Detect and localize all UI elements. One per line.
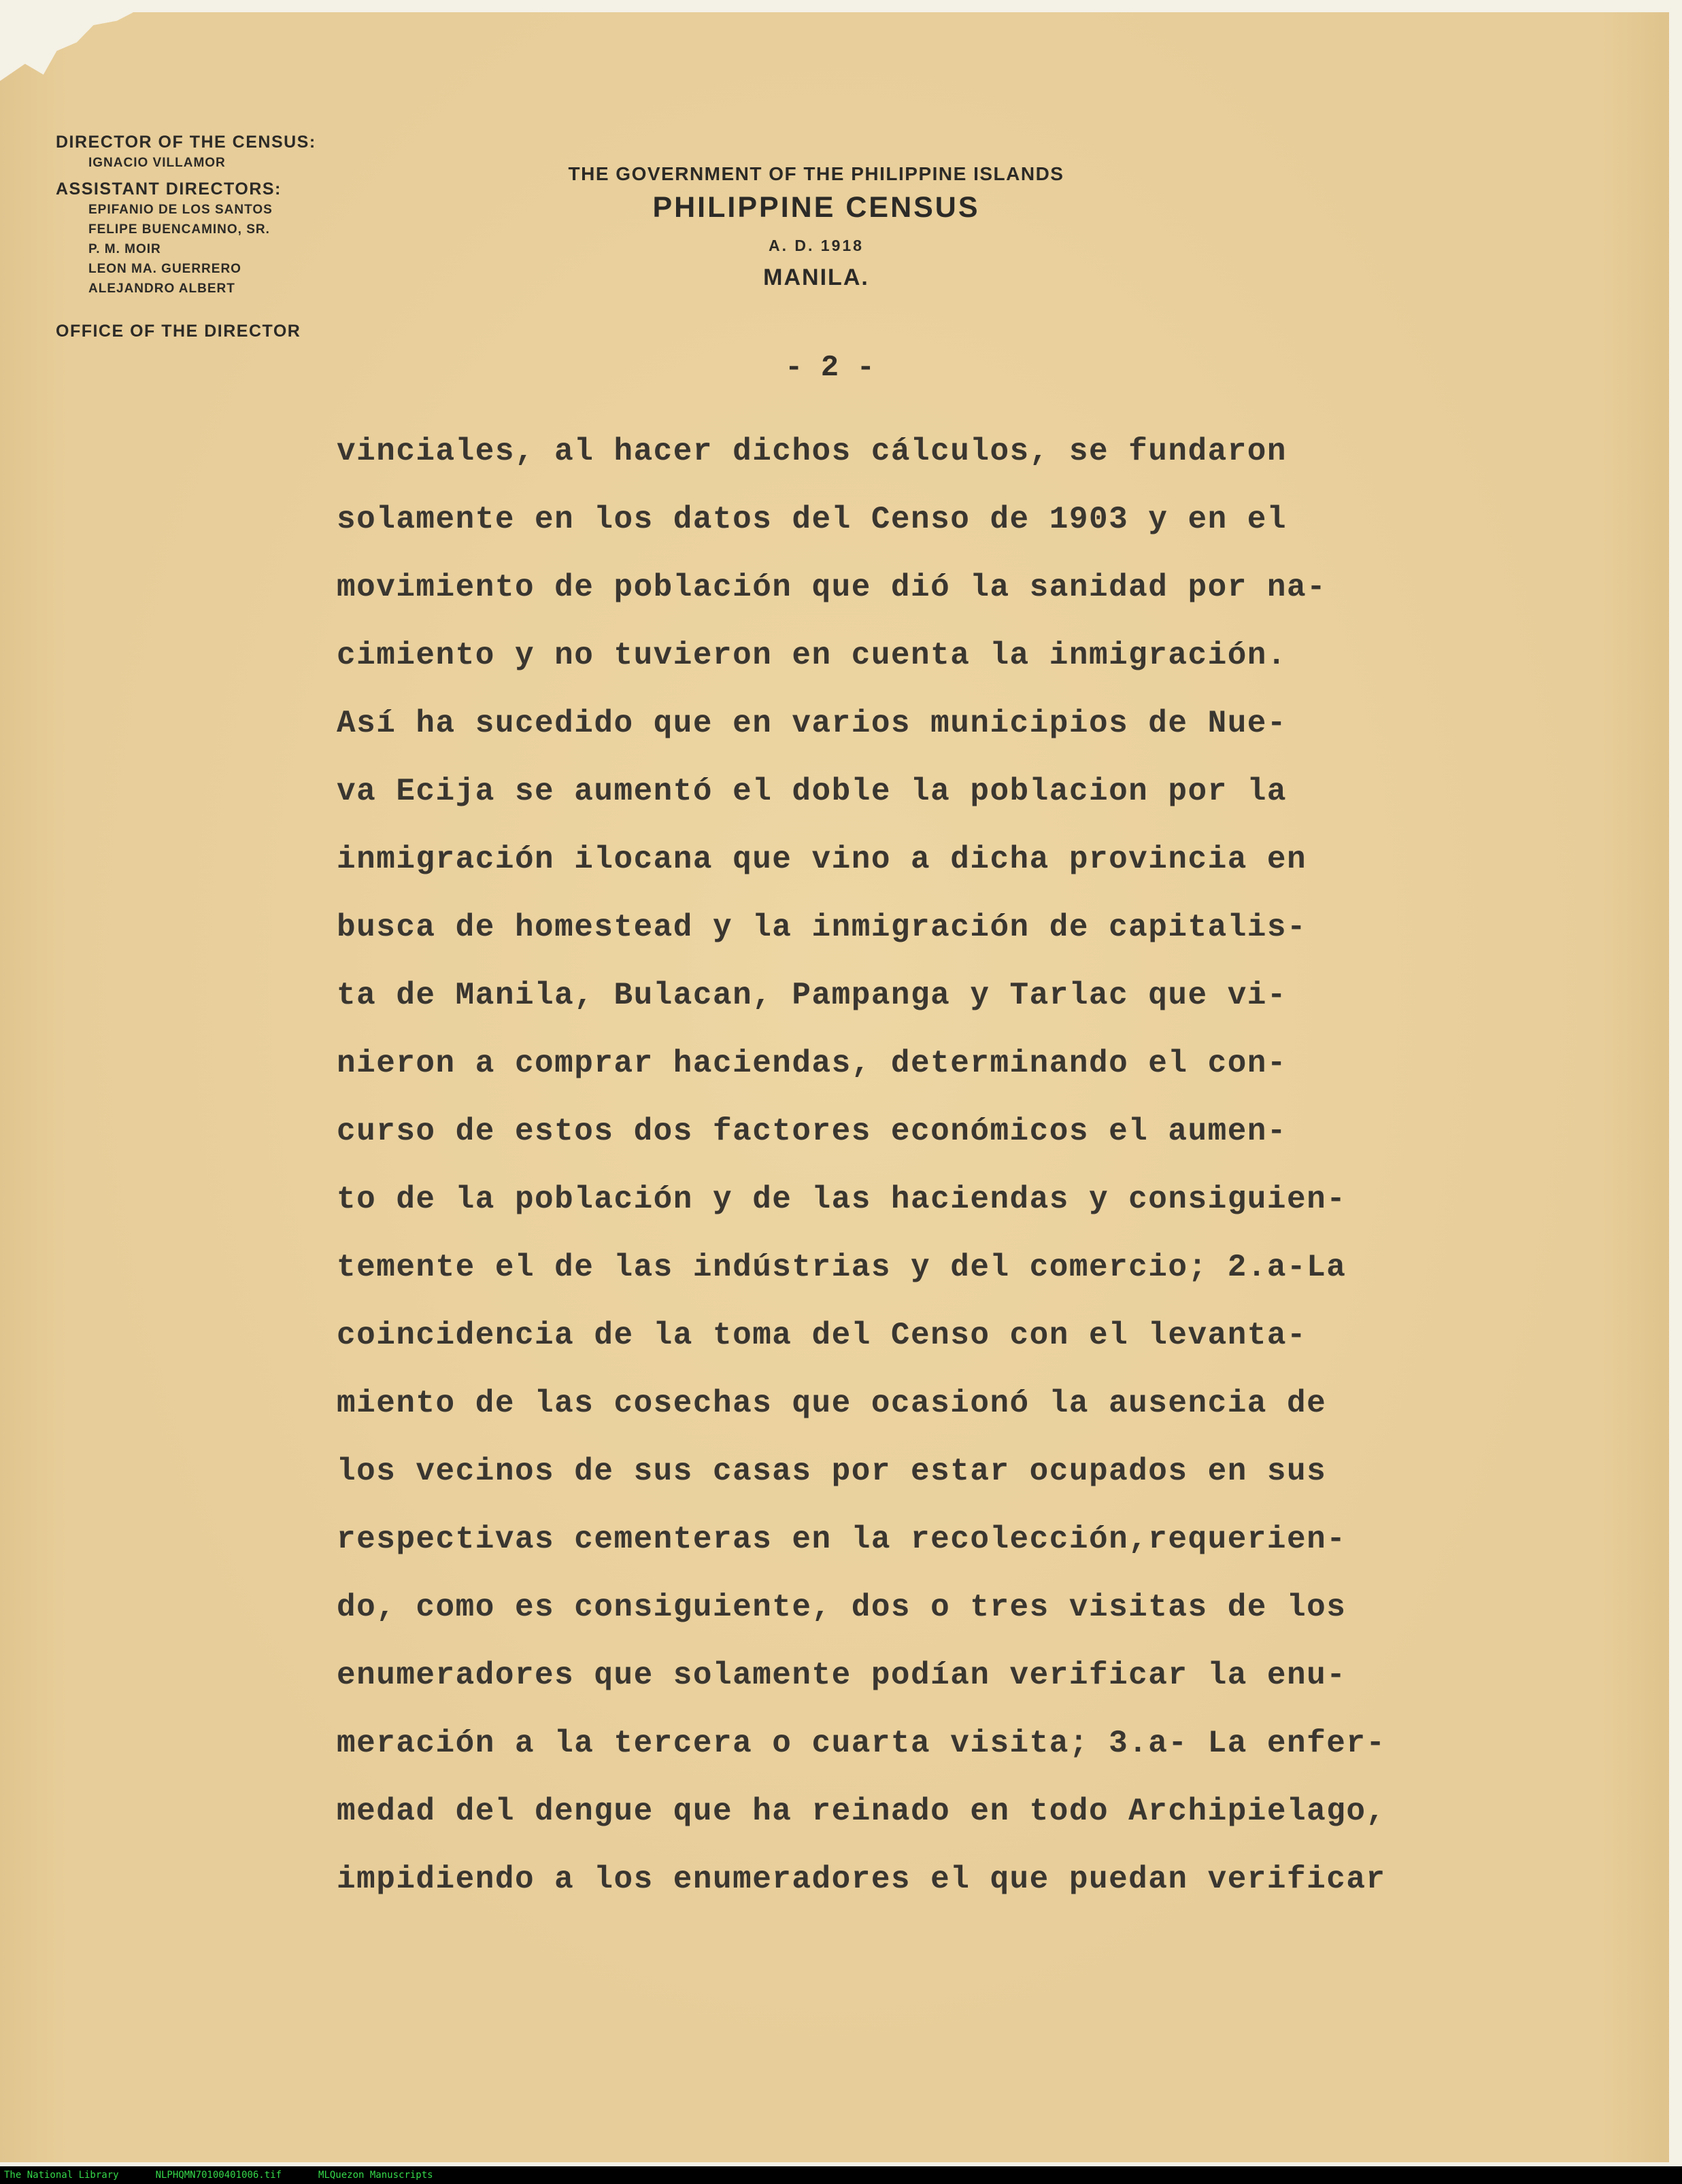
letterhead-spacer	[56, 173, 316, 178]
body-line: temente el de las indústrias y del comercio; 2.a-La	[337, 1250, 1347, 1285]
assistant-name: P. M. MOIR	[88, 242, 161, 256]
body-line: solamente en los datos del Censo de 1903 y en el	[337, 502, 1288, 537]
footer-file: NLPHQMN70100401006.tif	[155, 2170, 282, 2181]
assistant-name: EPIFANIO DE LOS SANTOS	[88, 203, 273, 217]
census-city: MANILA.	[763, 265, 869, 290]
footer-collection: MLQuezon Manuscripts	[318, 2170, 433, 2181]
assistant-name: FELIPE BUENCAMINO, SR.	[88, 222, 270, 237]
typewritten-body	[337, 417, 1479, 1913]
body-line: curso de estos dos factores económicos el aumen-	[337, 1114, 1288, 1149]
letterhead-staff-list	[56, 131, 316, 341]
assistant-name: ALEJANDRO ALBERT	[88, 281, 235, 296]
footer-library: The National Library	[4, 2170, 119, 2181]
director-name: IGNACIO VILLAMOR	[88, 156, 226, 170]
body-line: vinciales, al hacer dichos cálculos, se fundaron	[337, 434, 1288, 469]
census-year: A. D. 1918	[769, 237, 864, 254]
assistant-name: LEON MA. GUERRERO	[88, 262, 241, 276]
body-line: enumeradores que solamente podían verificar la enu-	[337, 1658, 1347, 1693]
body-line: medad del dengue que ha reinado en todo Archipielago,	[337, 1794, 1386, 1829]
body-line: to de la población y de las haciendas y consiguien-	[337, 1182, 1347, 1217]
body-line: nieron a comprar haciendas, determinando el con-	[337, 1046, 1288, 1081]
body-line: respectivas cementeras en la recolección,requerien-	[337, 1522, 1347, 1557]
office-label: OFFICE OF THE DIRECTOR	[56, 322, 301, 341]
census-title: PHILIPPINE CENSUS	[652, 191, 980, 224]
assistant-heading: ASSISTANT DIRECTORS:	[56, 180, 282, 199]
body-line: busca de homestead y la inmigración de capitalis-	[337, 910, 1307, 945]
body-line: movimiento de población que dió la sanidad por na-	[337, 570, 1327, 605]
government-title: THE GOVERNMENT OF THE PHILIPPINE ISLANDS	[568, 163, 1064, 184]
body-line: Así ha sucedido que en varios municipios de Nue-	[337, 706, 1288, 741]
body-line: ta de Manila, Bulacan, Pampanga y Tarlac que vi-	[337, 978, 1288, 1013]
director-heading: DIRECTOR OF THE CENSUS:	[56, 133, 316, 152]
body-line: los vecinos de sus casas por estar ocupados en sus	[337, 1454, 1327, 1489]
body-line: impidiendo a los enumeradores el que puedan verificar	[337, 1862, 1386, 1897]
body-line: cimiento y no tuvieron en cuenta la inmigración.	[337, 638, 1288, 673]
body-line: coincidencia de la toma del Censo con el levanta-	[337, 1318, 1307, 1353]
body-line: meración a la tercera o cuarta visita; 3.a- La enfer-	[337, 1726, 1386, 1761]
letterhead-title-block	[408, 160, 1224, 295]
scan-info-bar	[0, 2166, 1682, 2184]
body-line: do, como es consiguiente, dos o tres visitas de los	[337, 1590, 1347, 1625]
body-line: inmigración ilocana que vino a dicha provincia en	[337, 842, 1307, 877]
body-line: miento de las cosechas que ocasionó la ausencia de	[337, 1386, 1327, 1421]
page-number: - 2 -	[784, 351, 875, 385]
body-line: va Ecija se aumentó el doble la poblacion por la	[337, 774, 1288, 809]
